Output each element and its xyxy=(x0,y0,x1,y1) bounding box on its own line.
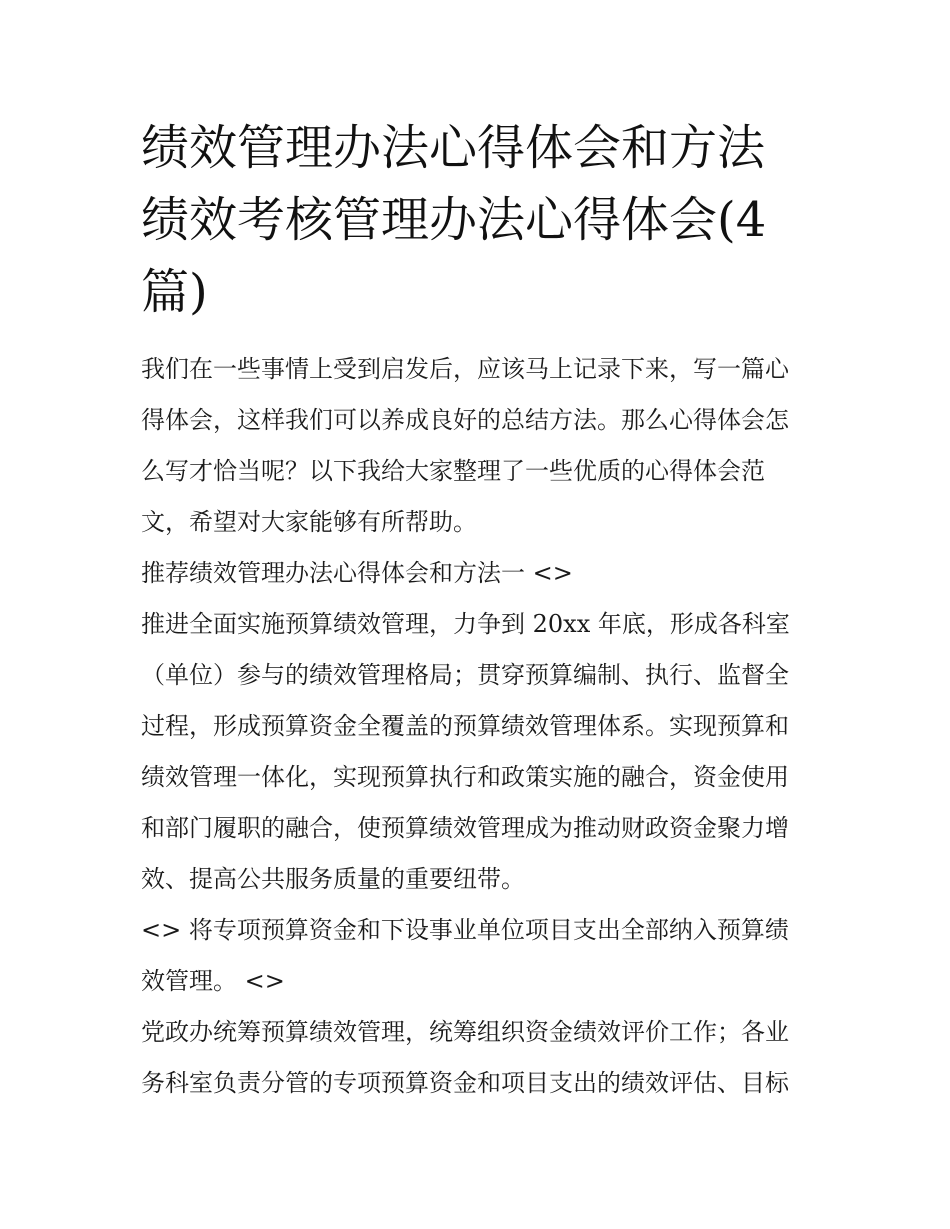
text-line: 效管理。 <> xyxy=(141,967,285,995)
text-line: （单位）参与的绩效管理格局；贯穿预算编制、执行、监督全 xyxy=(141,661,789,689)
text-line: <> 将专项预算资金和下设事业单位项目支出全部纳入预算绩 xyxy=(141,916,789,944)
document-title xyxy=(141,112,813,328)
text-line: 党政办统筹预算绩效管理，统筹组织资金绩效评价工作；各业 xyxy=(141,1018,789,1046)
intro-paragraph xyxy=(141,344,813,548)
text-line: 效、提高公共服务质量的重要纽带。 xyxy=(141,865,525,893)
text-line: 我们在一些事情上受到启发后，应该马上记录下来，写一篇心 xyxy=(141,355,789,383)
text-line: 和部门履职的融合，使预算绩效管理成为推动财政资金聚力增 xyxy=(141,814,789,842)
body-paragraph xyxy=(141,599,813,905)
document-body xyxy=(141,344,813,1109)
text-line: 文，希望对大家能够有所帮助。 xyxy=(141,508,477,536)
body-paragraph xyxy=(141,1007,813,1109)
text-line: 推荐绩效管理办法心得体会和方法一 <> xyxy=(141,559,573,587)
text-line: 绩效管理一体化，实现预算执行和政策实施的融合，资金使用 xyxy=(141,763,789,791)
title-line: 绩效考核管理办法心得体会(4 xyxy=(141,192,767,248)
text-line: 得体会，这样我们可以养成良好的总结方法。那么心得体会怎 xyxy=(141,406,789,434)
title-line: 绩效管理办法心得体会和方法 xyxy=(141,120,766,176)
title-line: 篇) xyxy=(141,264,208,320)
section-heading xyxy=(141,548,813,599)
text-line: 推进全面实施预算绩效管理，力争到 20xx 年底，形成各科室 xyxy=(141,610,790,638)
body-paragraph xyxy=(141,905,813,1007)
document-page xyxy=(141,112,813,1109)
text-line: 务科室负责分管的专项预算资金和项目支出的绩效评估、目标 xyxy=(141,1069,789,1097)
text-line: 么写才恰当呢？以下我给大家整理了一些优质的心得体会范 xyxy=(141,457,765,485)
text-line: 过程，形成预算资金全覆盖的预算绩效管理体系。实现预算和 xyxy=(141,712,789,740)
